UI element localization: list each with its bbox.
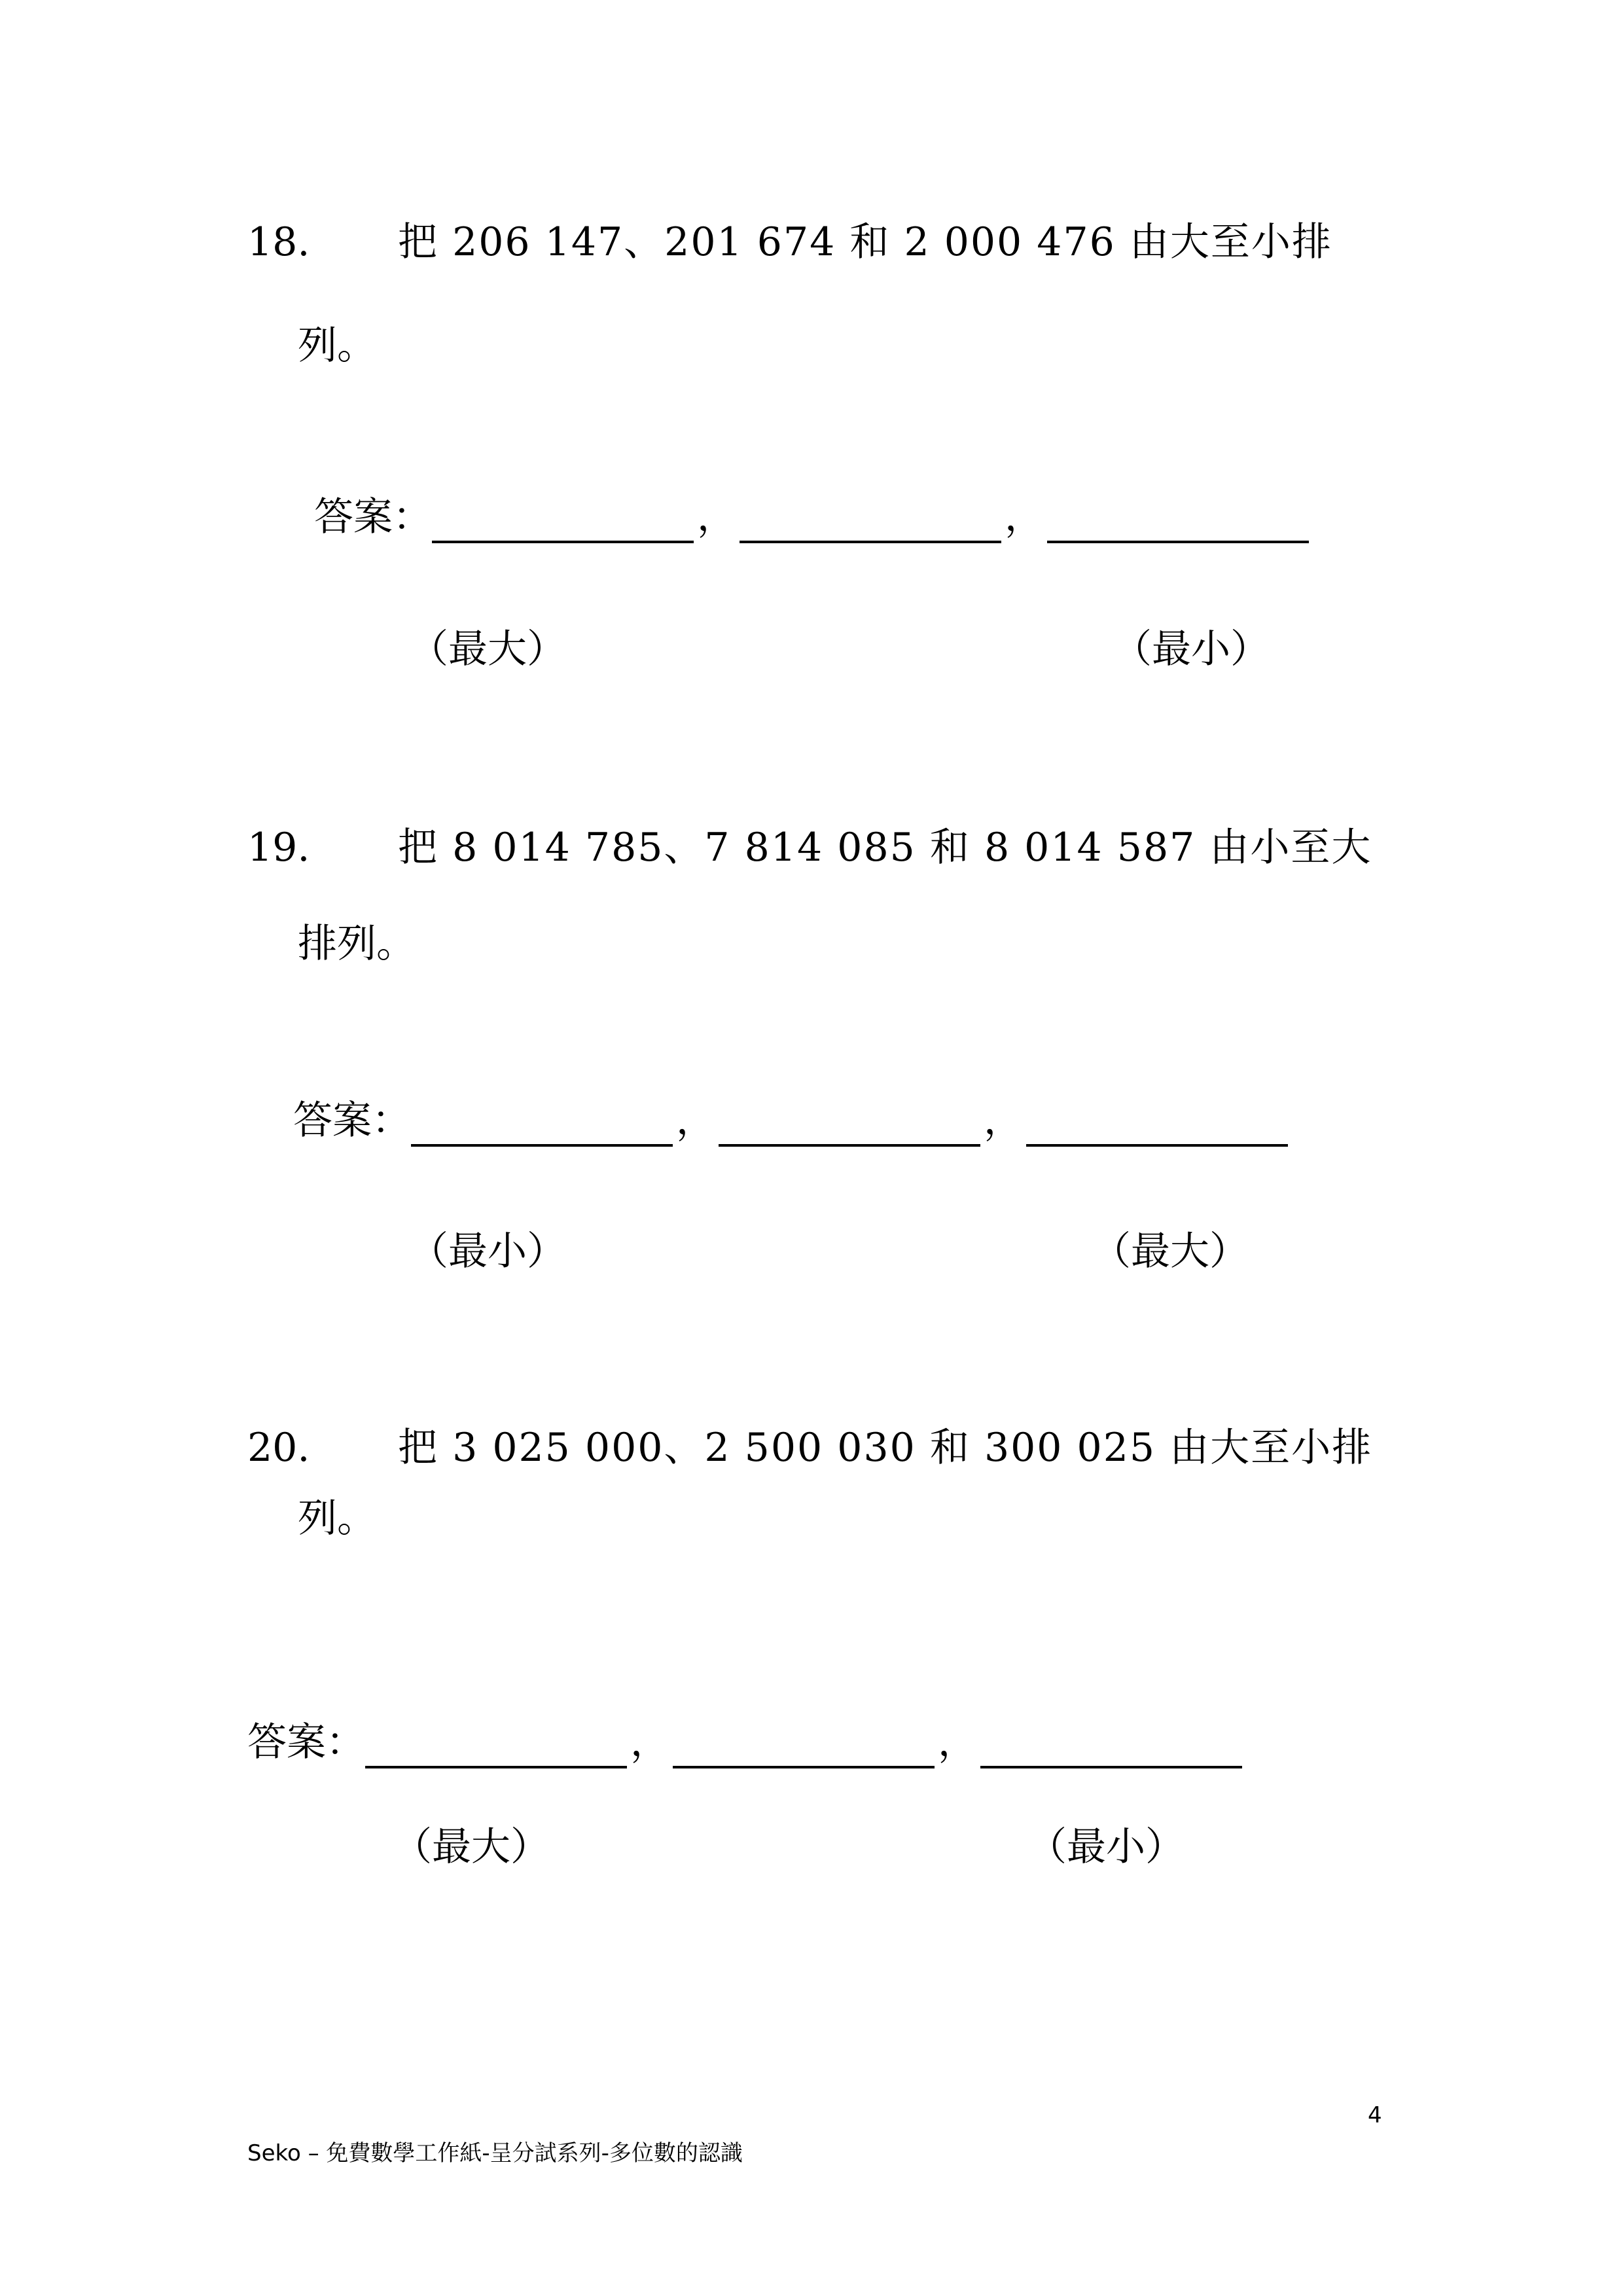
question-number: 19.: [247, 825, 310, 870]
question-number: 18.: [247, 219, 310, 265]
answer-blank-3[interactable]: [1026, 1105, 1288, 1147]
hint-largest: （最大）: [393, 1824, 550, 1870]
footer-text: Seko – 免費數學工作紙-呈分試系列-多位數的認識: [247, 2140, 743, 2166]
question-20-line-1: [247, 1422, 1372, 1474]
question-19-answer-row: [293, 1094, 1288, 1147]
question-18-line-2: 列。: [298, 323, 376, 368]
answer-label: 答案：: [314, 494, 432, 540]
hint-smallest: （最小）: [409, 1229, 566, 1274]
separator: ，: [697, 494, 736, 540]
question-18-line-1: [247, 216, 1332, 268]
answer-blank-1[interactable]: [432, 501, 694, 543]
question-text: 把 8 014 785、7 814 085 和 8 014 587 由小至大: [398, 825, 1372, 870]
separator: ，: [938, 1719, 977, 1765]
answer-blank-1[interactable]: [365, 1727, 627, 1768]
question-text: 把 3 025 000、2 500 030 和 300 025 由大至小排: [398, 1425, 1373, 1471]
answer-blank-3[interactable]: [1047, 501, 1309, 543]
answer-blank-2[interactable]: [673, 1727, 935, 1768]
question-18-answer-row: [314, 491, 1309, 543]
answer-blank-2[interactable]: [719, 1105, 980, 1147]
separator: ，: [1005, 494, 1044, 540]
question-19-line-1: [247, 821, 1372, 874]
answer-label: 答案：: [247, 1719, 365, 1765]
hint-largest: （最大）: [409, 626, 566, 672]
question-text: 把 206 147、201 674 和 2 000 476 由大至小排: [398, 219, 1332, 265]
hint-smallest: （最小）: [1113, 626, 1270, 672]
answer-blank-1[interactable]: [411, 1105, 673, 1147]
question-20-line-2: 列。: [298, 1496, 376, 1541]
separator: ，: [676, 1098, 715, 1143]
question-20-answer-row: [247, 1716, 1242, 1768]
page-number: 4: [1368, 2102, 1382, 2128]
hint-smallest: （最小）: [1027, 1824, 1185, 1870]
hint-largest: （最大）: [1092, 1229, 1249, 1274]
question-19-line-2: 排列。: [298, 921, 416, 967]
question-number: 20.: [247, 1425, 310, 1471]
answer-blank-3[interactable]: [980, 1727, 1242, 1768]
answer-label: 答案：: [293, 1098, 411, 1143]
separator: ，: [630, 1719, 669, 1765]
answer-blank-2[interactable]: [740, 501, 1001, 543]
separator: ，: [984, 1098, 1023, 1143]
